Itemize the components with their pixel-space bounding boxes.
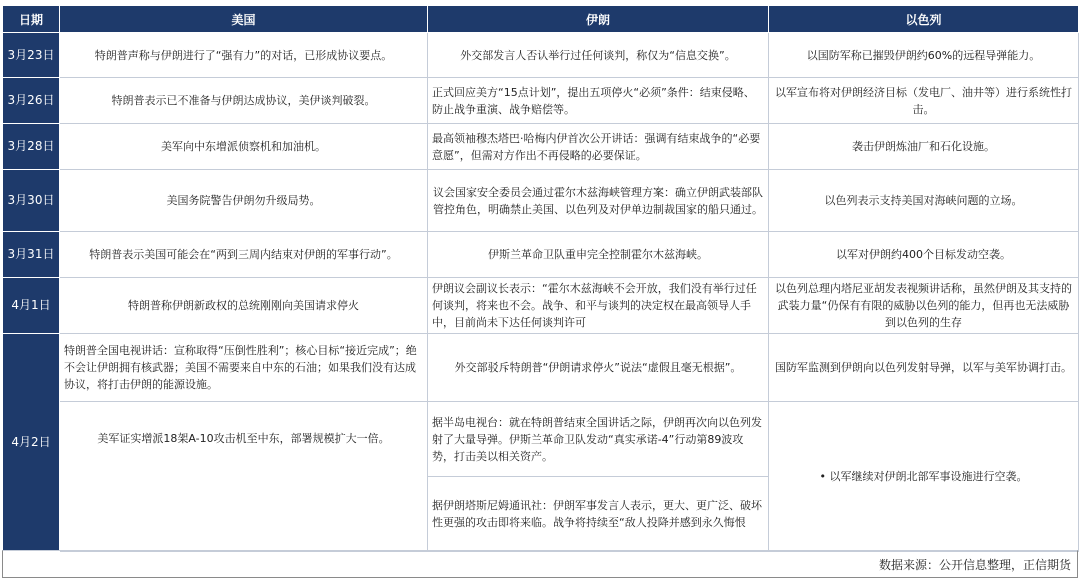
table-row	[3, 170, 1079, 232]
iran-cell: 据伊朗塔斯尼姆通讯社：伊朗军事发言人表示，更大、更广泛、破坏性更强的攻击即将来临。战争将持续至“敌人投降并感到永久悔恨	[428, 477, 769, 552]
israel-cell: 以军宣布将对伊朗经济目标（发电厂、油井等）进行系统性打击。	[769, 78, 1079, 124]
israel-cell: 国防军监测到伊朗向以色列发射导弹，以军与美军协调打击。	[769, 334, 1079, 402]
us-cell: 特朗普称伊朗新政权的总统刚刚向美国请求停火	[60, 278, 428, 334]
date-cell: 3月30日	[3, 170, 60, 232]
israel-cell: 以色列表示支持美国对海峡问题的立场。	[769, 170, 1079, 232]
table-row	[3, 334, 1079, 402]
table-row	[3, 402, 1079, 477]
us-cell: 美军证实增派18架A-10攻击机至中东，部署规模扩大一倍。	[60, 402, 428, 552]
us-cell: 美国务院警告伊朗勿升级局势。	[60, 170, 428, 232]
iran-cell: 伊斯兰革命卫队重申完全控制霍尔木兹海峡。	[428, 232, 769, 278]
iran-cell: 最高领袖穆杰塔巴·哈梅内伊首次公开讲话：强调有结束战争的“必要意愿”，但需对方作出不再侵略的必要保证。	[428, 124, 769, 170]
date-cell: 4月2日	[3, 334, 60, 552]
date-cell: 4月1日	[3, 278, 60, 334]
source-footer	[2, 550, 1078, 578]
table-header-row	[3, 6, 1079, 33]
table-row	[3, 33, 1079, 78]
date-cell: 3月28日	[3, 124, 60, 170]
iran-cell: 伊朗议会副议长表示：“霍尔木兹海峡不会开放，我们没有举行过任何谈判，将来也不会。战争、和平与谈判的决定权在最高领导人手中，目前尚未下达任何谈判许可	[428, 278, 769, 334]
israel-cell: 以国防军称已摧毁伊朗约60%的远程导弹能力。	[769, 33, 1079, 78]
us-cell: 特朗普表示已不准备与伊朗达成协议，美伊谈判破裂。	[60, 78, 428, 124]
iran-cell: 外交部驳斥特朗普“伊朗请求停火”说法“虚假且毫无根据”。	[428, 334, 769, 402]
us-cell: 特朗普全国电视讲话：宣称取得“压倒性胜利”；核心目标“接近完成”；绝不会让伊朗拥有核武器；美国不需要来自中东的石油；如果我们没有达成协议，将打击伊朗的能源设施。	[60, 334, 428, 402]
israel-cell: 袭击伊朗炼油厂和石化设施。	[769, 124, 1079, 170]
iran-cell: 据半岛电视台：就在特朗普结束全国讲话之际，伊朗再次向以色列发射了大量导弹。伊斯兰革命卫队发动“真实承诺-4”行动第89波攻势，打击美以相关资产。	[428, 402, 769, 477]
table-row	[3, 78, 1079, 124]
table-row	[3, 232, 1079, 278]
us-cell: 美军向中东增派侦察机和加油机。	[60, 124, 428, 170]
header-israel: 以色列	[769, 6, 1079, 33]
date-cell: 3月23日	[3, 33, 60, 78]
header-us: 美国	[60, 6, 428, 33]
table-row	[3, 278, 1079, 334]
event-timeline-table	[2, 5, 1079, 552]
iran-cell: 外交部发言人否认举行过任何谈判，称仅为“信息交换”。	[428, 33, 769, 78]
header-iran: 伊朗	[428, 6, 769, 33]
israel-cell: 以军对伊朗约400个目标发动空袭。	[769, 232, 1079, 278]
israel-cell: • 以军继续对伊朗北部军事设施进行空袭。	[769, 402, 1079, 552]
date-cell: 3月26日	[3, 78, 60, 124]
iran-cell: 议会国家安全委员会通过霍尔木兹海峡管理方案：确立伊朗武装部队管控角色，明确禁止美国、以色列及对伊单边制裁国家的船只通过。	[428, 170, 769, 232]
us-cell: 特朗普声称与伊朗进行了“强有力”的对话，已形成协议要点。	[60, 33, 428, 78]
date-cell: 3月31日	[3, 232, 60, 278]
israel-cell: 以色列总理内塔尼亚胡发表视频讲话称，虽然伊朗及其支持的武装力量“仍保有有限的威胁以色列的能力，但再也无法威胁到以色列的生存	[769, 278, 1079, 334]
source-note: 数据来源：公开信息整理，正信期货	[878, 558, 1071, 572]
event-table-container	[2, 5, 1078, 552]
us-cell: 特朗普表示美国可能会在“两到三周内结束对伊朗的军事行动”。	[60, 232, 428, 278]
table-row	[3, 124, 1079, 170]
iran-cell: 正式回应美方“15点计划”，提出五项停火“必须”条件：结束侵略、防止战争重演、战争赔偿等。	[428, 78, 769, 124]
header-date: 日期	[3, 6, 60, 33]
